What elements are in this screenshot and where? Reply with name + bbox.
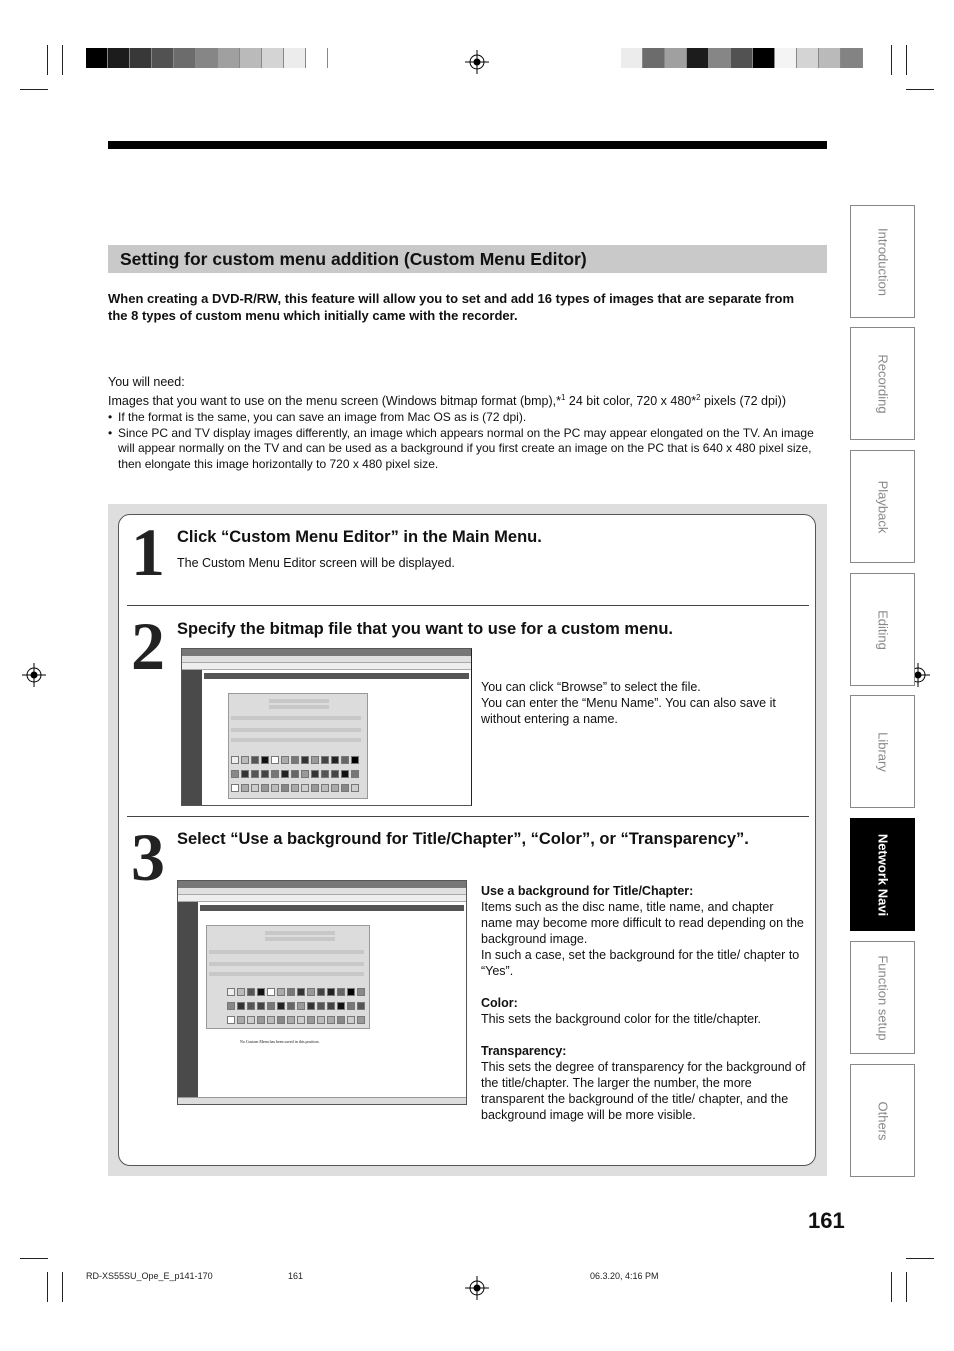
color-swatch xyxy=(174,48,196,68)
detail-text: This sets the degree of transparency for the background of the title/chapter. The larger the number, the more transparent the background of the title/ chapter, and the background image will be more visible. xyxy=(481,1060,806,1122)
color-swatch xyxy=(709,48,731,68)
menu-name-field xyxy=(269,705,329,709)
color-swatch xyxy=(108,48,130,68)
needs-label: You will need: xyxy=(108,375,185,389)
step-number: 2 xyxy=(131,608,165,684)
no-menu-message: No Custom Menu has been saved in this position. xyxy=(240,1039,320,1044)
step3-details xyxy=(481,883,806,1123)
crop-mark xyxy=(906,89,934,90)
crop-mark xyxy=(47,45,48,75)
color-swatch xyxy=(130,48,152,68)
menu-name-field xyxy=(265,937,335,941)
color-swatch xyxy=(196,48,218,68)
color-swatch xyxy=(731,48,753,68)
section-title: Setting for custom menu addition (Custom Menu Editor) xyxy=(108,245,827,273)
crop-mark xyxy=(20,1258,48,1259)
step-title: Select “Use a background for Title/Chapter”, “Color”, or “Transparency”. xyxy=(177,830,749,848)
crop-mark xyxy=(906,1272,907,1302)
crop-mark xyxy=(62,1272,63,1302)
color-swatch xyxy=(262,48,284,68)
step-title: Click “Custom Menu Editor” in the Main Menu. xyxy=(177,528,542,546)
registration-mark-icon xyxy=(465,1276,489,1300)
detail-text: In such a case, set the background for the title/ chapter to “Yes”. xyxy=(481,948,800,978)
color-bar-left xyxy=(86,48,328,68)
crop-mark xyxy=(20,89,48,90)
footer-page: 161 xyxy=(288,1271,304,1281)
step-title: Specify the bitmap file that you want to use for a custom menu. xyxy=(177,620,673,638)
color-swatch xyxy=(797,48,819,68)
step-body: The Custom Menu Editor screen will be displayed. xyxy=(177,556,455,570)
step-body: You can click “Browse” to select the file. You can enter the “Menu Name”. You can also save it without entering a name. xyxy=(481,680,776,726)
window-addressbar xyxy=(182,663,471,670)
crop-mark xyxy=(47,1272,48,1302)
settings-panel xyxy=(228,693,368,799)
editor-header: Custom Menu Editor xyxy=(200,905,464,911)
color-bar-right xyxy=(621,48,863,68)
crop-mark xyxy=(891,1272,892,1302)
window-titlebar xyxy=(178,881,466,888)
settings-panel xyxy=(206,925,370,1029)
footer-date: 06.3.20, 4:16 PM xyxy=(590,1271,659,1281)
file-field xyxy=(265,931,335,935)
registration-mark-icon xyxy=(465,50,489,74)
footer-file: RD-XS55SU_Ope_E_p141-170 xyxy=(86,1271,213,1281)
color-swatch xyxy=(753,48,775,68)
file-field xyxy=(269,699,329,703)
color-swatches xyxy=(231,756,359,764)
color-swatches xyxy=(227,1016,365,1024)
color-swatch xyxy=(621,48,643,68)
side-tab-function-setup[interactable]: Function setup xyxy=(850,941,915,1054)
window-menubar xyxy=(182,656,471,663)
color-swatches xyxy=(231,770,359,778)
requirements xyxy=(108,374,828,472)
crop-mark xyxy=(62,45,63,75)
window-titlebar xyxy=(182,649,471,656)
color-swatch xyxy=(687,48,709,68)
side-tab-playback[interactable]: Playback xyxy=(850,450,915,563)
needs-bullet: • If the format is the same, you can save an image from Mac OS as is (72 dpi). xyxy=(108,410,828,426)
color-swatch xyxy=(775,48,797,68)
color-swatch xyxy=(665,48,687,68)
needs-bullet: • Since PC and TV display images differently, an image which appears normal on the PC may appear elongated on the TV. An image will appear normally on the TV and can be used as a background if you first create an image on the PC that is 640 x 480 pixel size, then elongate this image horizontally to 720 x 480 pixel size. xyxy=(108,426,828,473)
side-navigation xyxy=(178,902,198,1098)
color-swatch xyxy=(841,48,863,68)
side-tab-network-navi[interactable]: Network Navi xyxy=(850,818,915,931)
side-tab-library[interactable]: Library xyxy=(850,695,915,808)
step-divider xyxy=(127,605,809,606)
top-rule xyxy=(108,141,827,149)
side-tab-introduction[interactable]: Introduction xyxy=(850,205,915,318)
color-swatch xyxy=(152,48,174,68)
option-row xyxy=(231,728,361,732)
option-row xyxy=(209,972,364,976)
color-swatch xyxy=(819,48,841,68)
section-intro: When creating a DVD-R/RW, this feature will allow you to set and add 16 types of images that are separate from the 8 types of custom menu which initially came with the recorder. xyxy=(108,291,795,323)
window-menubar xyxy=(178,888,466,895)
screenshot-custom-menu-editor xyxy=(181,648,472,806)
color-swatches xyxy=(227,1002,365,1010)
color-swatch xyxy=(643,48,665,68)
color-swatch xyxy=(86,48,108,68)
editor-header: Custom Menu Editor xyxy=(204,673,469,679)
detail-text: Items such as the disc name, title name, and chapter name may become more difficult to read depending on the background image. xyxy=(481,900,804,946)
detail-heading: Use a background for Title/Chapter: xyxy=(481,884,694,898)
color-swatches xyxy=(231,784,359,792)
color-swatch xyxy=(218,48,240,68)
option-row xyxy=(231,716,361,720)
window-statusbar xyxy=(178,1097,466,1104)
color-swatch xyxy=(306,48,328,68)
crop-mark xyxy=(906,45,907,75)
crop-mark xyxy=(906,1258,934,1259)
page-number: 161 xyxy=(808,1208,845,1233)
screenshot-custom-menu-editor xyxy=(177,880,467,1105)
side-tab-others[interactable]: Others xyxy=(850,1064,915,1177)
option-row xyxy=(209,962,364,966)
color-swatch xyxy=(240,48,262,68)
step-number: 3 xyxy=(131,819,165,895)
needs-line: Images that you want to use on the menu screen (Windows bitmap format (bmp),*$^1$ 24 bit color, 720 x 480*$^2$ pixels (72 dpi)) xyxy=(108,393,787,409)
step-number: 1 xyxy=(131,514,165,590)
side-tab-recording[interactable]: Recording xyxy=(850,327,915,440)
registration-mark-icon xyxy=(22,663,46,687)
side-navigation xyxy=(182,670,202,805)
color-swatches xyxy=(227,988,365,996)
detail-heading: Color: xyxy=(481,996,518,1010)
color-swatch xyxy=(284,48,306,68)
detail-heading: Transparency: xyxy=(481,1044,567,1058)
detail-text: This sets the background color for the title/chapter. xyxy=(481,1012,762,1026)
option-row xyxy=(231,738,361,742)
step-divider xyxy=(127,816,809,817)
side-tab-editing[interactable]: Editing xyxy=(850,573,915,686)
crop-mark xyxy=(891,45,892,75)
option-row xyxy=(209,950,364,954)
window-addressbar xyxy=(178,895,466,902)
